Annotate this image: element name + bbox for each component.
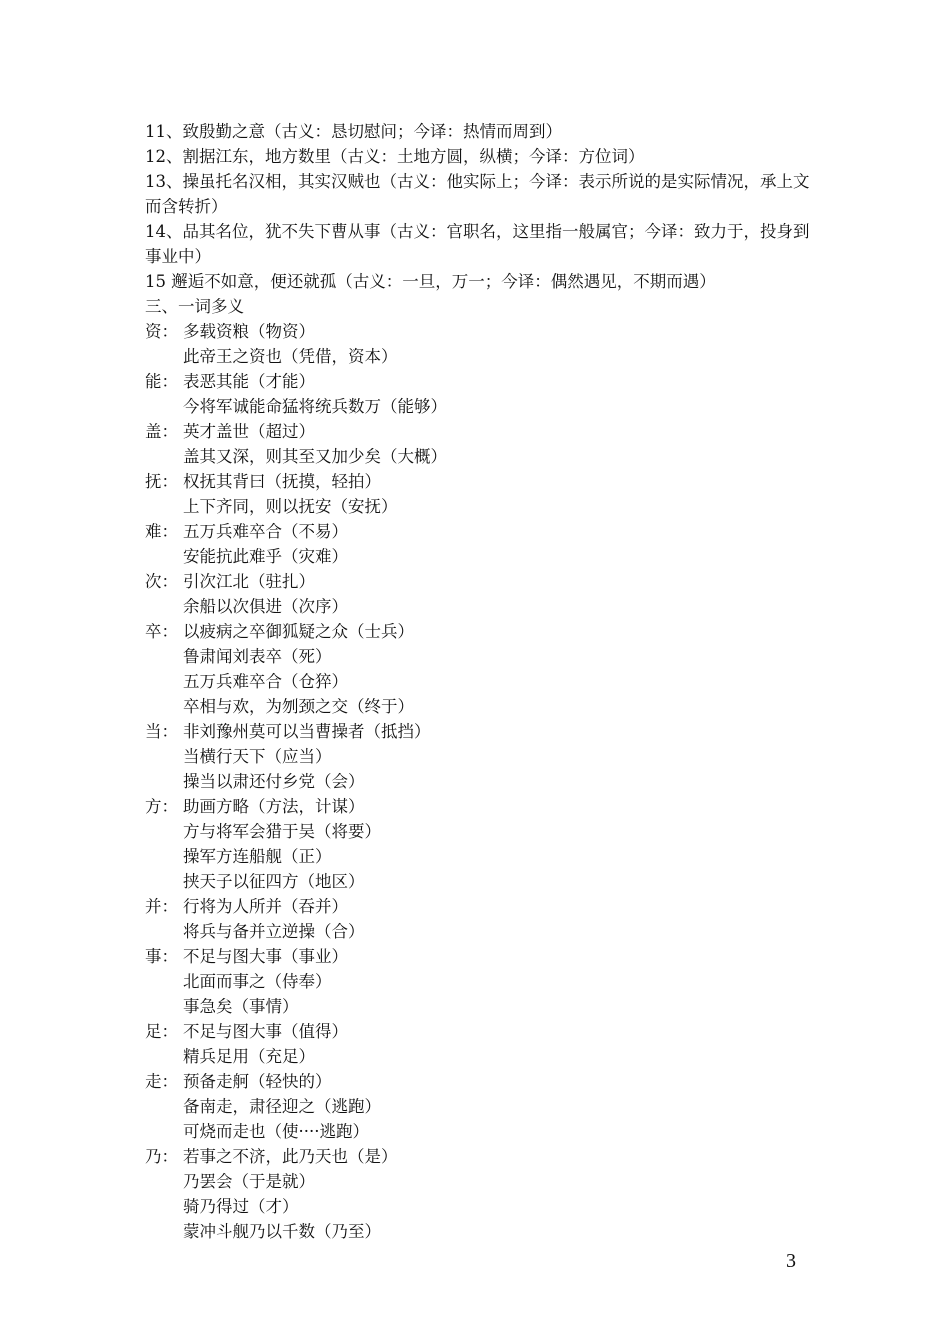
word-sense: 将兵与备并立逆操（合）	[183, 922, 365, 941]
word-entry	[145, 944, 815, 1019]
word-sense: 精兵足用（充足）	[183, 1047, 315, 1066]
document-body	[145, 119, 815, 1244]
word-head: 足：	[145, 1022, 178, 1041]
text-line-11: 11、致殷勤之意（古义：恳切慰问；今译：热情而周到）	[145, 122, 562, 141]
word-head: 乃：	[145, 1147, 178, 1166]
word-sense: 操军方连船舰（正）	[183, 847, 332, 866]
word-sense: 安能抗此难乎（灾难）	[183, 547, 348, 566]
word-entry	[145, 369, 815, 419]
word-entry	[145, 619, 815, 719]
word-entry	[145, 719, 815, 794]
word-sense: 此帝王之资也（凭借，资本）	[183, 347, 398, 366]
word-head: 能：	[145, 372, 178, 391]
word-head: 资：	[145, 322, 178, 341]
word-sense: 北面而事之（侍奉）	[183, 972, 332, 991]
word-sense: 当横行天下（应当）	[183, 747, 332, 766]
word-sense: 挟天子以征四方（地区）	[183, 872, 365, 891]
word-sense: 预备走舸（轻快的）	[183, 1072, 332, 1091]
word-entry	[145, 519, 815, 569]
word-first-sense-row	[145, 719, 815, 744]
word-entry	[145, 419, 815, 469]
word-head: 走：	[145, 1072, 178, 1091]
word-entry	[145, 1019, 815, 1069]
word-sense: 若事之不济，此乃天也（是）	[183, 1147, 398, 1166]
word-head: 抚：	[145, 472, 178, 491]
word-first-sense-row	[145, 319, 815, 344]
word-sense: 不足与图大事（事业）	[183, 947, 348, 966]
word-first-sense-row	[145, 619, 815, 644]
word-first-sense-row	[145, 369, 815, 394]
word-sense: 操当以肃还付乡党（会）	[183, 772, 365, 791]
word-sense: 卒相与欢，为刎颈之交（终于）	[183, 697, 414, 716]
word-sense: 多载资粮（物资）	[183, 322, 315, 341]
word-head: 次：	[145, 572, 178, 591]
word-sense: 权抚其背曰（抚摸，轻拍）	[183, 472, 381, 491]
word-head: 当：	[145, 722, 178, 741]
word-entry	[145, 894, 815, 944]
word-entry	[145, 469, 815, 519]
word-head: 盖：	[145, 422, 178, 441]
word-sense: 引次江北（驻扎）	[183, 572, 315, 591]
word-sense: 表恶其能（才能）	[183, 372, 315, 391]
word-sense: 五万兵难卒合（不易）	[183, 522, 348, 541]
word-sense: 不足与图大事（值得）	[183, 1022, 348, 1041]
word-head: 方：	[145, 797, 178, 816]
word-first-sense-row	[145, 569, 815, 594]
word-sense: 乃罢会（于是就）	[183, 1172, 315, 1191]
word-entry	[145, 569, 815, 619]
word-first-sense-row	[145, 1144, 815, 1169]
word-first-sense-row	[145, 469, 815, 494]
word-sense: 方与将军会猎于吴（将要）	[183, 822, 381, 841]
text-line-12: 12、割据江东，地方数里（古义：土地方圆，纵横；今译：方位词）	[145, 147, 645, 166]
word-sense: 五万兵难卒合（仓猝）	[183, 672, 348, 691]
word-sense: 非刘豫州莫可以当曹操者（抵挡）	[183, 722, 431, 741]
word-sense: 可烧而走也（使····逃跑）	[183, 1122, 369, 1141]
word-sense: 英才盖世（超过）	[183, 422, 315, 441]
word-entry	[145, 1069, 815, 1144]
word-head: 并：	[145, 897, 178, 916]
word-sense: 行将为人所并（吞并）	[183, 897, 348, 916]
word-entry	[145, 319, 815, 369]
page-number: 3	[786, 1250, 796, 1272]
word-sense: 盖其又深，则其至又加少矣（大概）	[183, 447, 447, 466]
word-first-sense-row	[145, 1019, 815, 1044]
word-sense: 今将军诚能命猛将统兵数万（能够）	[183, 397, 447, 416]
text-line-15: 15 邂逅不如意，便还就孤（古义：一旦，万一；今译：偶然遇见，不期而遇）	[145, 272, 716, 291]
word-sense: 余船以次俱进（次序）	[183, 597, 348, 616]
text-line-13: 13、操虽托名汉相，其实汉贼也（古义：他实际上；今译：表示所说的是实际情况，承上文而含转折）	[145, 172, 810, 216]
word-entry	[145, 1144, 815, 1244]
word-head: 难：	[145, 522, 178, 541]
word-first-sense-row	[145, 894, 815, 919]
word-first-sense-row	[145, 519, 815, 544]
word-sense: 以疲病之卒御狐疑之众（士兵）	[183, 622, 414, 641]
word-sense: 骑乃得过（才）	[183, 1197, 299, 1216]
word-first-sense-row	[145, 1069, 815, 1094]
word-first-sense-row	[145, 419, 815, 444]
word-sense: 助画方略（方法，计谋）	[183, 797, 365, 816]
word-first-sense-row	[145, 794, 815, 819]
word-sense: 备南走，肃径迎之（逃跑）	[183, 1097, 381, 1116]
word-head: 卒：	[145, 622, 178, 641]
word-sense: 鲁肃闻刘表卒（死）	[183, 647, 332, 666]
word-sense: 上下齐同，则以抚安（安抚）	[183, 497, 398, 516]
text-line-14: 14、品其名位，犹不失下曹从事（古义：官职名，这里指一般属官；今译：致力于，投身到事业中）	[145, 222, 810, 266]
word-first-sense-row	[145, 944, 815, 969]
word-entry	[145, 794, 815, 894]
word-sense: 事急矣（事情）	[183, 997, 299, 1016]
word-head: 事：	[145, 947, 178, 966]
word-sense: 蒙冲斗舰乃以千数（乃至）	[183, 1222, 381, 1241]
section-title: 三、一词多义	[145, 297, 244, 316]
word-list	[145, 319, 815, 1244]
